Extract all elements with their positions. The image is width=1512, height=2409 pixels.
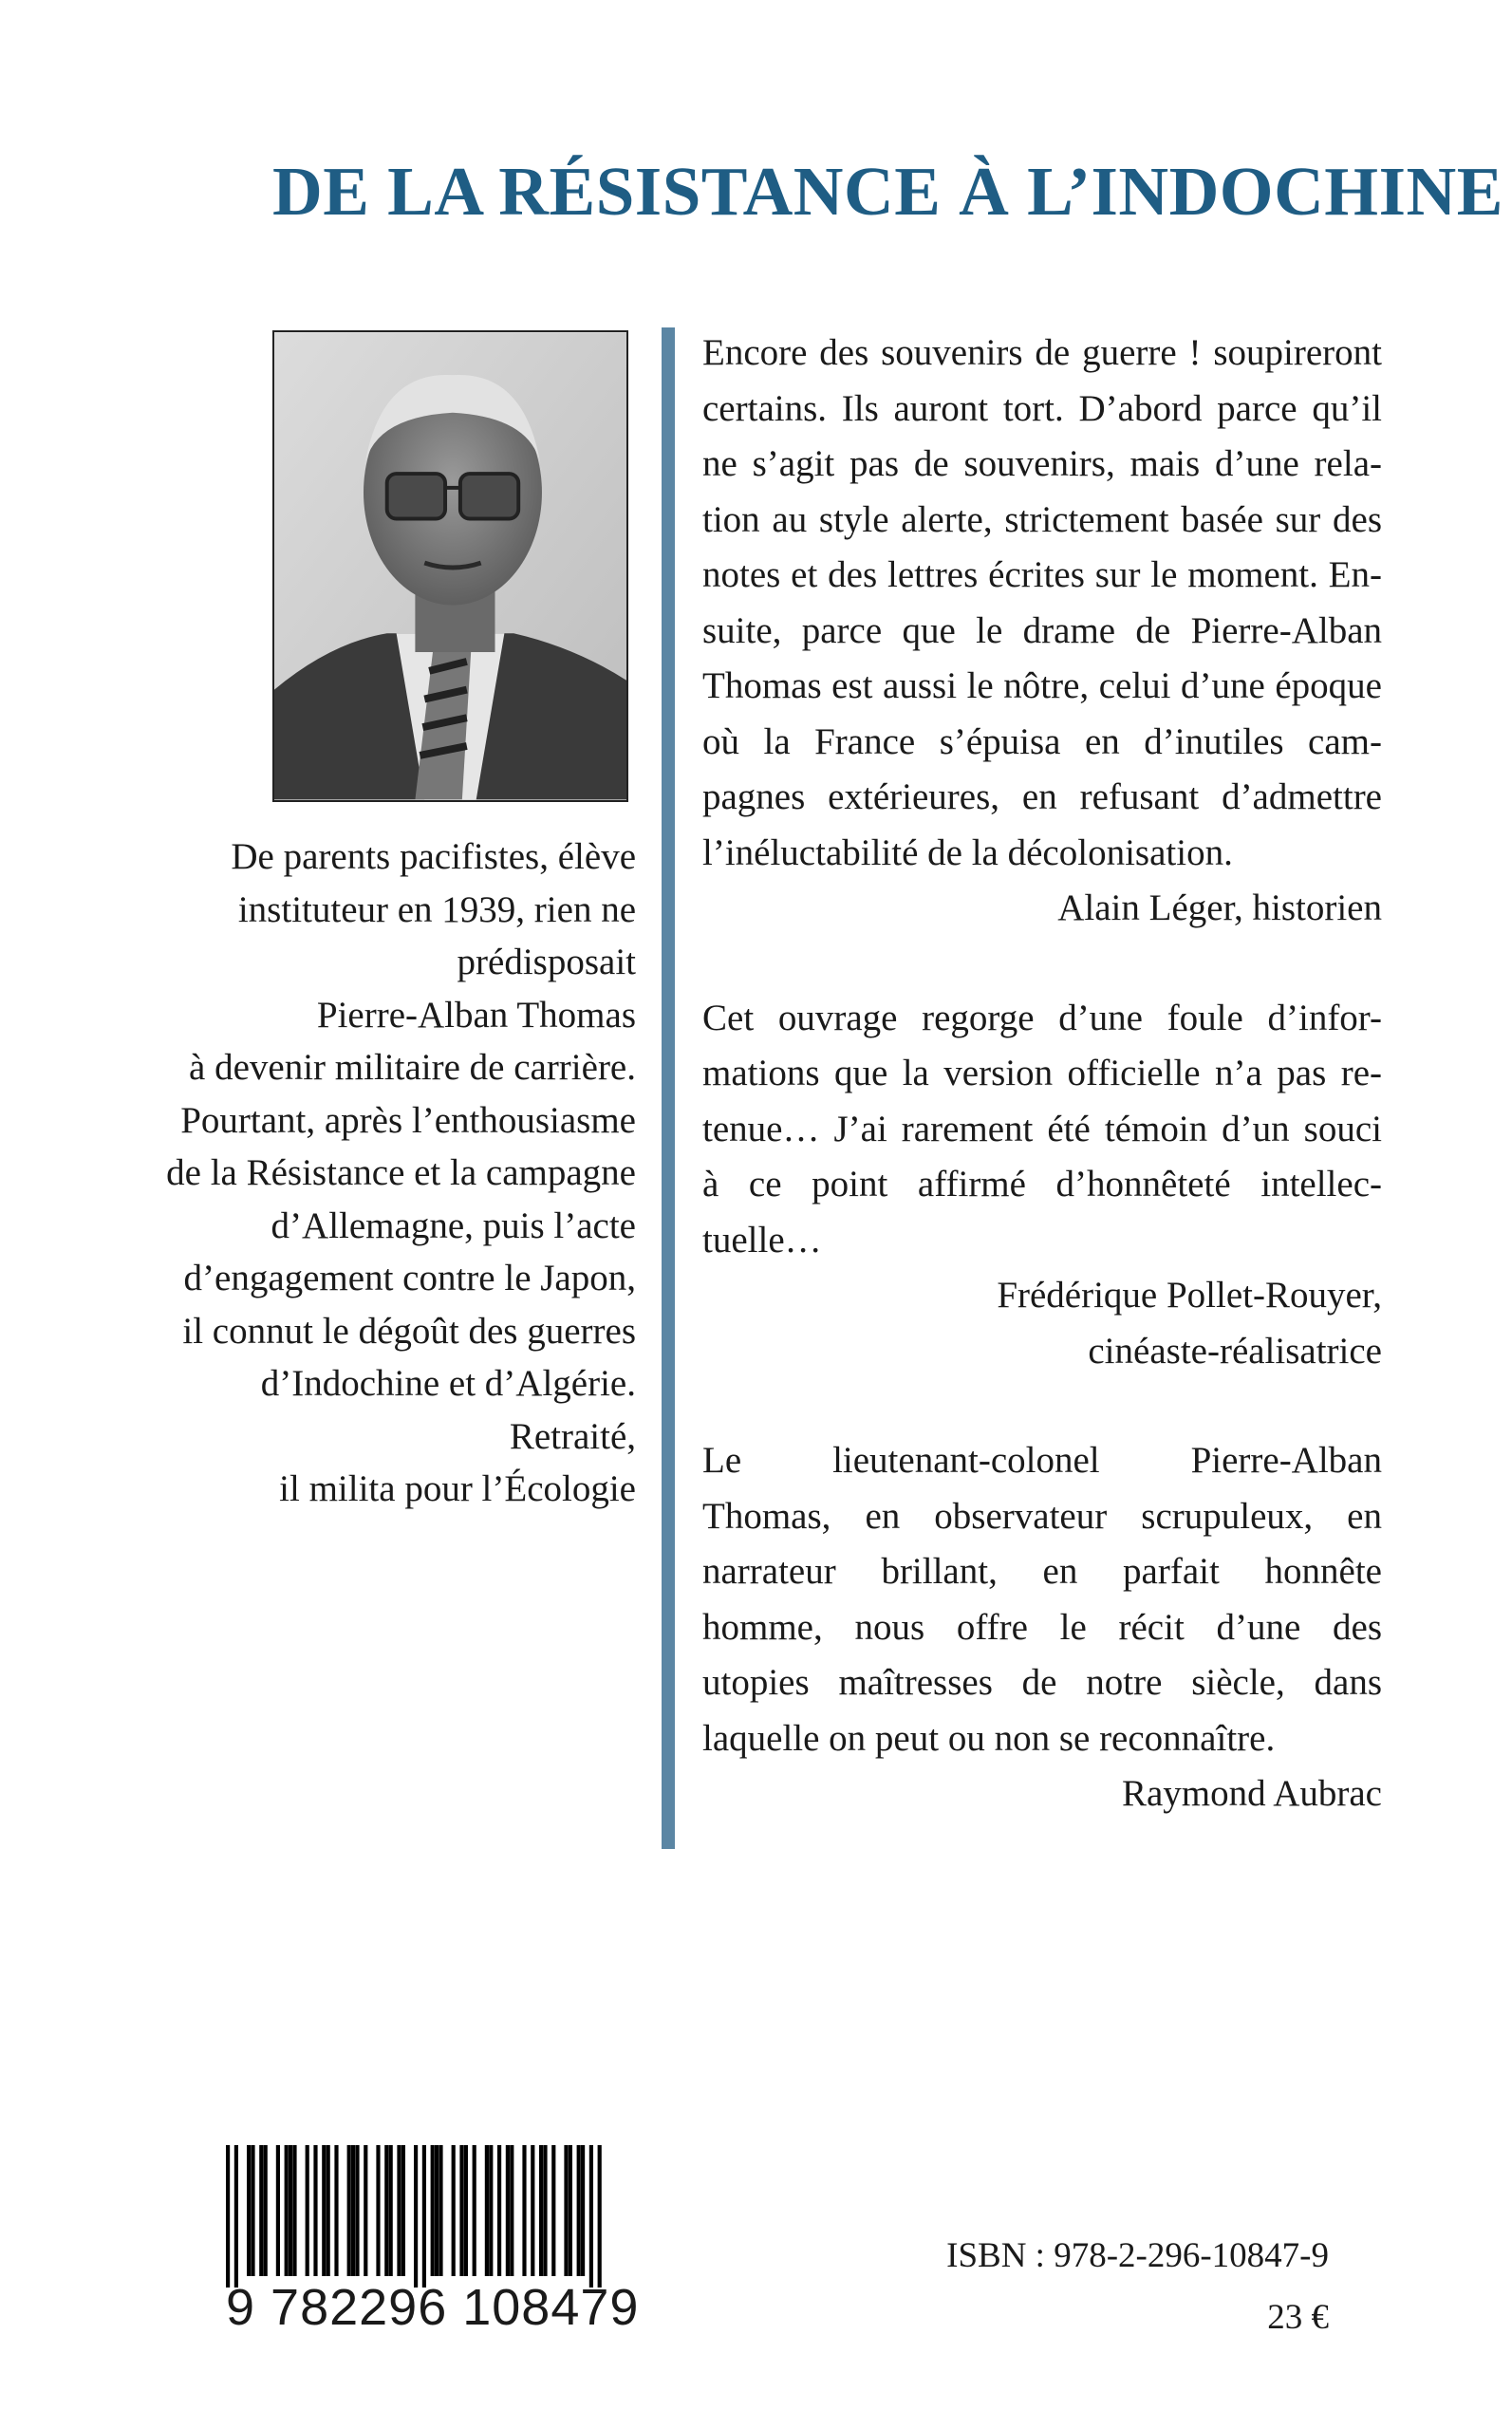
quote-line: Encore des souvenirs de guerre ! soupireront <box>702 332 1382 373</box>
isbn: ISBN : 978-2-296-10847-9 <box>946 2236 1329 2275</box>
barcode-digits: 9 782296 108479 <box>226 2279 640 2336</box>
barcode-bar <box>384 2145 388 2276</box>
quote-block <box>702 991 1382 1380</box>
quote-line: notes et des lettres écrites sur le moment. En- <box>702 554 1382 595</box>
barcode-bar <box>247 2145 251 2276</box>
quote-line: mations que la version officielle n’a pas re- <box>702 1053 1382 1093</box>
barcode-bar <box>355 2145 359 2276</box>
barcode-bar <box>289 2145 292 2276</box>
barcode-bar <box>464 2145 468 2276</box>
barcode-bar <box>473 2145 476 2276</box>
price: 23 € <box>1267 2298 1329 2337</box>
quote-attribution: Frédérique Pollet-Rouyer, <box>997 1275 1382 1316</box>
barcode-bar <box>431 2145 435 2276</box>
barcode-bar <box>306 2145 309 2276</box>
barcode-bar <box>334 2145 338 2276</box>
barcode-bar <box>551 2145 555 2276</box>
barcode-bar <box>251 2145 254 2276</box>
quote-line: pagnes extérieures, en refusant d’admettre <box>702 776 1382 817</box>
quote-line: utopies maîtresses de notre siècle, dans <box>702 1662 1382 1703</box>
quote-line: laquelle on peut ou non se reconnaître. <box>702 1717 1276 1759</box>
barcode-bar <box>459 2145 463 2276</box>
barcode-bar <box>598 2145 602 2288</box>
book-title: DE LA RÉSISTANCE À L’INDOCHINE <box>272 153 1503 230</box>
barcode-bar <box>347 2145 351 2276</box>
quote-line: Thomas, en observateur scrupuleux, en <box>702 1495 1382 1537</box>
testimonials <box>702 326 1382 1822</box>
barcode-bar <box>577 2145 581 2276</box>
quote-attribution: Raymond Aubrac <box>1121 1773 1382 1814</box>
barcode-bar <box>259 2145 263 2276</box>
barcode-bar <box>543 2145 547 2276</box>
quote-line: l’inéluctabilité de la décolonisation. <box>702 831 1233 873</box>
author-photo <box>272 330 628 802</box>
barcode-bar <box>435 2145 439 2276</box>
quote-attribution: Alain Léger, historien <box>1057 887 1382 928</box>
quote-line: certains. Ils auront tort. D’abord parce qu’il <box>702 387 1382 429</box>
bio-line: d’Indochine et d’Algérie. <box>260 1363 636 1404</box>
quote-line: ne s’agit pas de souvenirs, mais d’une rela- <box>702 443 1382 484</box>
barcode-bar <box>506 2145 510 2276</box>
vertical-divider <box>662 327 675 1849</box>
barcode-bar <box>497 2145 501 2276</box>
barcode-bar <box>364 2145 367 2276</box>
author-bio <box>142 831 636 1516</box>
barcode-bar <box>389 2145 393 2276</box>
quote-line: suite, parce que le drame de Pierre-Alban <box>702 609 1382 651</box>
quote-line: tion au style alerte, strictement basée sur des <box>702 498 1382 540</box>
quote-line: homme, nous offre le récit d’une des <box>702 1606 1382 1648</box>
barcode-bar <box>439 2145 442 2276</box>
quote-line: tuelle… <box>702 1219 822 1261</box>
barcode-bar <box>522 2145 526 2276</box>
barcode-bar <box>264 2145 268 2276</box>
bio-line: d’engagement contre le Japon, <box>183 1258 636 1298</box>
barcode-bar <box>327 2145 330 2276</box>
barcode-bar <box>510 2145 513 2276</box>
bio-line: à devenir militaire de carrière. <box>189 1047 636 1088</box>
barcode-bar <box>292 2145 296 2276</box>
barcode-bar <box>531 2145 534 2276</box>
barcode-bar <box>226 2145 230 2288</box>
bio-line: De parents pacifistes, élève <box>231 836 636 877</box>
bio-line: instituteur en 1939, rien ne <box>237 888 636 930</box>
quote-line: où la France s’épuisa en d’inutiles cam- <box>702 720 1382 762</box>
bio-line: il milita pour l’Écologie <box>279 1468 636 1509</box>
barcode-bar <box>539 2145 543 2276</box>
barcode-bar <box>581 2145 585 2276</box>
bio-line: Retraité, <box>509 1415 636 1457</box>
quote-block <box>702 1433 1382 1822</box>
quote-line: à ce point affirmé d’honnêteté intellec- <box>702 1164 1382 1204</box>
quote-line: narrateur brillant, en parfait honnête <box>702 1551 1382 1592</box>
bio-line: d’Allemagne, puis l’acte <box>271 1204 636 1246</box>
quote-line: tenue… J’ai rarement été témoin d’un souci <box>702 1108 1382 1149</box>
barcode-bar <box>313 2145 317 2276</box>
quote-line: Le lieutenant-colonel Pierre-Alban <box>702 1440 1382 1481</box>
barcode-bar <box>276 2145 280 2276</box>
barcode-bar <box>376 2145 380 2276</box>
quote-block <box>702 326 1382 937</box>
barcode-bar <box>485 2145 489 2276</box>
barcode-bar <box>401 2145 405 2276</box>
barcode-bar <box>414 2145 418 2288</box>
barcode-bar <box>322 2145 326 2276</box>
barcode-bar <box>452 2145 456 2276</box>
quote-attribution: cinéaste-réalisatrice <box>1088 1330 1382 1372</box>
barcode-bar <box>285 2145 289 2276</box>
barcode-bar <box>422 2145 426 2288</box>
barcode-bar <box>489 2145 493 2276</box>
bio-line: Pourtant, après l’enthousiasme <box>180 1099 636 1141</box>
bio-line: Pierre-Alban Thomas <box>316 994 636 1036</box>
author-portrait-icon <box>274 332 626 800</box>
bio-line: prédisposait <box>457 942 636 982</box>
barcode-bar <box>569 2145 572 2276</box>
quote-line: Cet ouvrage regorge d’une foule d’infor- <box>702 997 1382 1038</box>
barcode-bar <box>351 2145 355 2276</box>
barcode-bar <box>397 2145 401 2276</box>
bio-line: il connut le dégoût des guerres <box>182 1310 636 1352</box>
bio-line: de la Résistance et la campagne <box>166 1152 636 1193</box>
quote-line: Thomas est aussi le nôtre, celui d’une époque <box>702 665 1382 706</box>
barcode-bar <box>589 2145 593 2288</box>
barcode-bar <box>234 2145 238 2288</box>
barcode-bar <box>564 2145 568 2276</box>
